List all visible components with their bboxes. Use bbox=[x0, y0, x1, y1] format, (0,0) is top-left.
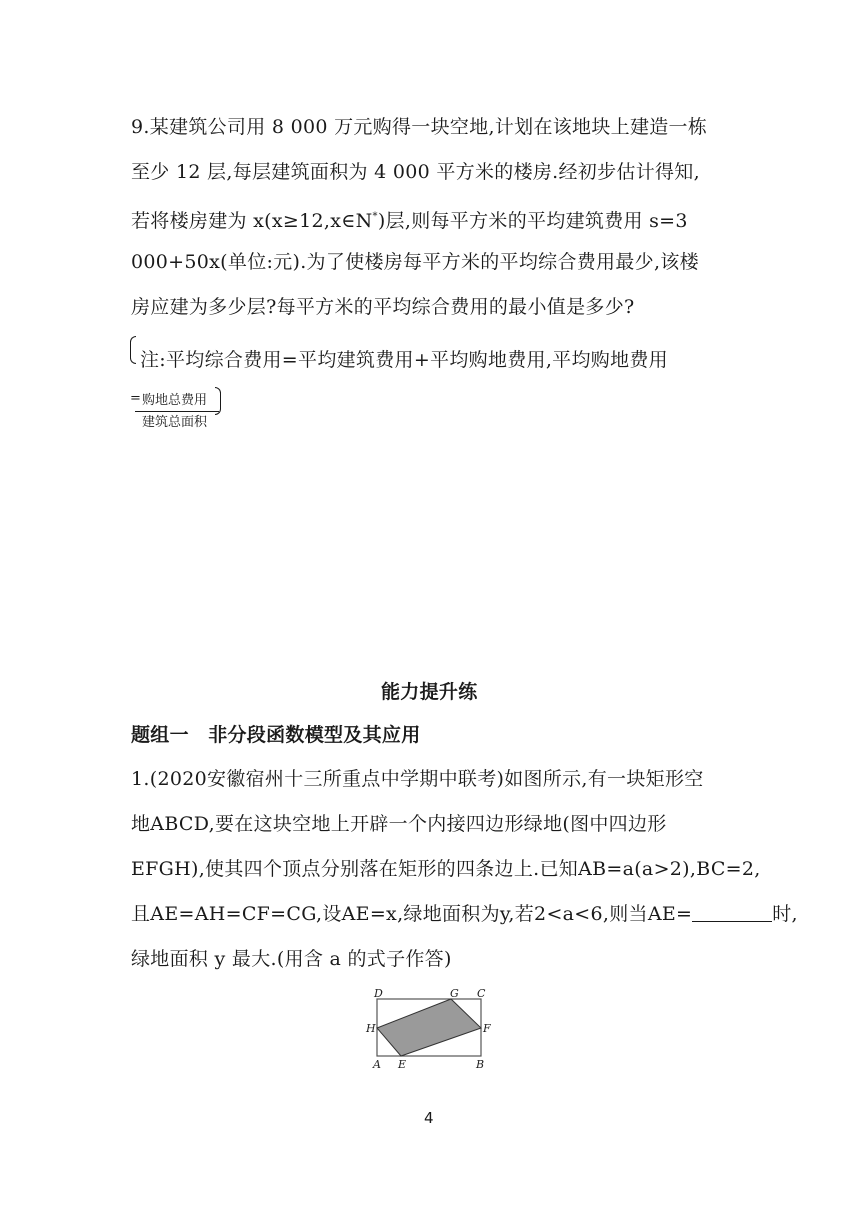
problem9-line4: 000+50x(单位:元).为了使楼房每平方米的平均综合费用最少,该楼 bbox=[131, 251, 699, 273]
problem9-line3 bbox=[131, 205, 688, 233]
note-left-bracket bbox=[130, 336, 136, 364]
problem1-line1: 1.(2020安徽宿州十三所重点中学期中联考)如图所示,有一块矩形空 bbox=[131, 768, 704, 790]
fraction-denominator: 建筑总面积 bbox=[142, 415, 208, 430]
problem1-line2: 地ABCD,要在这块空地上开辟一个内接四边形绿地(图中四边形 bbox=[131, 813, 667, 835]
problem9-line3-post: )层,则每平方米的平均建筑费用 s=3 bbox=[377, 210, 688, 232]
problem1-line4-post: 时, bbox=[772, 903, 798, 925]
problem1-line4-pre: 且AE=AH=CF=CG,设AE=x,绿地面积为y,若2<a<6,则当AE= bbox=[131, 903, 693, 925]
label-c: C bbox=[477, 987, 486, 1000]
problem9-line3-pre: 若将楼房建为 x(x≥12,x∈N bbox=[131, 210, 373, 232]
problem9-note: 注:平均综合费用=平均建筑费用+平均购地费用,平均购地费用 bbox=[140, 349, 668, 371]
rectangle-figure bbox=[365, 987, 495, 1072]
fraction-equals: = bbox=[130, 391, 141, 406]
problem1-line3: EFGH),使其四个顶点分别落在矩形的四条边上.已知AB=a(a>2),BC=2, bbox=[131, 858, 761, 880]
problem1-line4 bbox=[131, 902, 798, 926]
page-number: 4 bbox=[424, 1109, 434, 1127]
problem9-line1: 9.某建筑公司用 8 000 万元购得一块空地,计划在该地块上建造一栋 bbox=[131, 116, 708, 138]
problem9-line3-sup: * bbox=[372, 211, 378, 222]
answer-blank bbox=[692, 903, 772, 922]
label-b: B bbox=[476, 1058, 485, 1071]
label-f: F bbox=[483, 1022, 491, 1035]
note-right-bracket bbox=[215, 387, 221, 415]
label-e: E bbox=[398, 1058, 407, 1071]
fraction-bar bbox=[135, 411, 219, 412]
label-d: D bbox=[374, 987, 383, 1000]
label-g: G bbox=[450, 987, 459, 1000]
section-title: 能力提升练 bbox=[381, 681, 478, 703]
problem1-line5: 绿地面积 y 最大.(用含 a 的式子作答) bbox=[131, 948, 452, 970]
group-title: 题组一 非分段函数模型及其应用 bbox=[131, 724, 421, 746]
problem9-line5: 房应建为多少层?每平方米的平均综合费用的最小值是多少? bbox=[131, 296, 635, 318]
label-h: H bbox=[366, 1022, 376, 1035]
quadrilateral-efgh bbox=[377, 999, 481, 1056]
fraction-numerator: 购地总费用 bbox=[142, 393, 208, 408]
label-a: A bbox=[373, 1058, 381, 1071]
problem9-line2: 至少 12 层,每层建筑面积为 4 000 平方米的楼房.经初步估计得知, bbox=[131, 161, 700, 183]
